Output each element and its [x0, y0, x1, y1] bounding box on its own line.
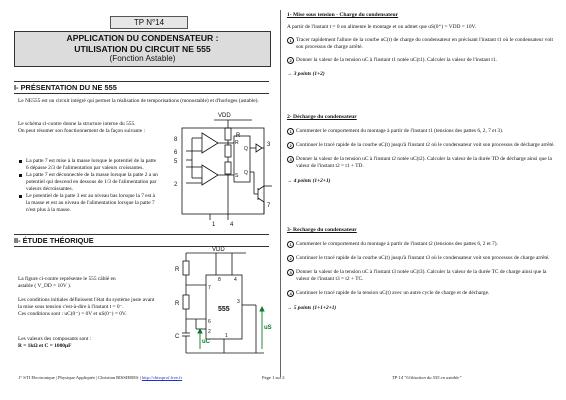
flipflop-qbar: Q [244, 170, 248, 176]
footer-page: Page 1 sur 2 [262, 375, 285, 380]
initial-conditions [18, 297, 158, 318]
chip-label: 555 [218, 306, 230, 313]
question-number: 1 [287, 128, 294, 135]
question-text: Commenter le comportement du montage à partir de l'instant t2 (tensions des pattes 6, 2 et 7). [296, 241, 498, 248]
section-heading-theory: II- ÉTUDE THÉORIQUE [14, 234, 269, 247]
pin-3: 3 [267, 142, 271, 148]
list-item: Le potentiel de la patte 3 est au niveau bas lorsque la 7 est à la masse et est au niveau de l'alimentation lorsque la patte 7 n'est plus à la masse. [18, 193, 158, 214]
title-line-2: UTILISATION DU CIRCUIT NE 555 [74, 44, 211, 54]
pin-2: 2 [174, 182, 178, 188]
vdd-label: VDD [218, 113, 231, 119]
behaviour-list [18, 158, 158, 214]
question-number: 4 [287, 290, 294, 297]
question-text: Donner la valeur de la tension uC à l'instant t2 notée uC(t2). Calculer la valeur de la durée TD de décharge ainsi que la valeur de l'instant t2 = t1 + TD. [296, 155, 552, 169]
part-3-heading: 3- Recharge du condensateur [287, 227, 357, 233]
part-3-points: → 5 points (1+1+2+1) [287, 304, 337, 311]
pin-2: 2 [208, 329, 211, 335]
circuit-description: La figure ci-contre représente le 555 câblé en astable ( V_DD = 10V ). [18, 276, 116, 289]
part-1-intro: A partir de l'instant t = 0 on alimente le montage et on admet que uS(0⁺) = VDD = 10V. [287, 24, 477, 31]
pin-4: 4 [230, 222, 234, 226]
component-values [18, 336, 158, 350]
question-number: 2 [287, 57, 294, 64]
ne555-internal-diagram [168, 108, 276, 226]
question-item [287, 255, 559, 262]
part-3 [287, 227, 559, 312]
question-item [287, 241, 559, 248]
question-number: 1 [287, 241, 294, 248]
question-text: Tracer rapidement l'allure de la courbe uC(t) de charge du condensateur en précisant l'instant t1 où le condensateur voit son processus de charge arrêté. [296, 37, 554, 50]
part-2-points: → 4 points (1+2+1) [287, 177, 331, 184]
pin-1: 1 [225, 333, 228, 339]
flipflop-s: S [235, 173, 239, 179]
us-label: uS [264, 325, 272, 331]
question-item [287, 37, 559, 51]
question-item [287, 269, 559, 283]
question-item [287, 57, 559, 64]
question-text: Donner la valeur de la tension uC à l'instant t1 notée uC(t1). Calculer la valeur de l'instant t1. [296, 56, 497, 63]
part-1-points: → 3 points (1+2) [287, 70, 325, 77]
question-number: 1 [287, 37, 294, 44]
pin-7: 7 [267, 203, 271, 209]
flipflop-r: R [235, 140, 239, 146]
footer-website-link[interactable]: http://cbissprof.free.fr [141, 375, 183, 380]
footer-right: TP 14 "Utilisation du 555 en astable" [392, 375, 462, 380]
question-text: Continuer le tracé rapide de la tension uC(t) avec un autre cycle de charge et de décharge. [296, 289, 490, 296]
question-item [287, 156, 559, 170]
pin-4: 4 [234, 277, 237, 283]
part-2-heading: 2- Décharge du condensateur [287, 114, 357, 120]
conditions-line-1: Les conditions initiales définissent l'état du système juste avant la mise sous tension c'est-à-dire à l'instant t = 0⁻. [18, 297, 155, 310]
tp-number: TP N°14 [110, 16, 188, 29]
column-divider [280, 10, 281, 377]
intro-paragraph: Le NE555 est un circuit intégré qui permet la réalisation de temporisations (monostable) et d'horloges (astable). [18, 98, 259, 104]
footer-left: 1° STI Electronique | Physique Appliquée | Christian BISSIERES | http://cbissprof.free.fr [18, 375, 183, 380]
section-heading-presentation: I- PRÉSENTATION DU NE 555 [14, 81, 269, 94]
title-line-1: APPLICATION DU CONDENSATEUR : [66, 33, 219, 43]
uc-label: uC [202, 339, 210, 345]
question-number: 2 [287, 255, 294, 262]
question-number: 3 [287, 269, 294, 276]
structure-text: Le schéma ci-contre donne la structure interne du 555. [18, 121, 136, 127]
structure-paragraph [18, 121, 156, 135]
pin-6: 6 [208, 319, 211, 325]
question-text: Commenter le comportement du montage à partir de l'instant t1 (tensions des pattes 6, 2, 7 et 3). [296, 128, 504, 135]
pin-6: 6 [174, 150, 178, 156]
pin-8: 8 [218, 277, 221, 283]
question-text: Continuer le tracé rapide de la courbe uC(t) jusqu'à l'instant t3 où le condensateur voit son processus de charge arrêté. [296, 255, 550, 262]
question-item [287, 142, 559, 149]
vdd-label: VDD [212, 247, 225, 253]
astable-circuit-diagram [160, 245, 272, 363]
list-item: La patte 7 est déconnectée de la masse lorsque la patte 2 a un potentiel qui descend en dessous de 1/3 de l'alimentation par valeurs décroissantes. [18, 172, 158, 193]
question-number: 2 [287, 142, 294, 149]
pin-3: 3 [237, 299, 240, 305]
summary-text: On peut résumer son fonctionnement de la façon suivante : [18, 127, 146, 134]
capacitor-label: C [175, 334, 180, 340]
flipflop-q: Q [244, 146, 248, 152]
title-box [14, 31, 271, 67]
question-number: 3 [287, 156, 294, 163]
resistor-2-label: R [175, 301, 180, 307]
part-1 [287, 12, 559, 78]
part-2 [287, 114, 559, 185]
part-1-heading: 1- Mise sous tension - Charge du condensateur [287, 12, 399, 18]
pin-1: 1 [212, 222, 216, 226]
conditions-line-2: Ces conditions sont : uC(0⁻) = 0V et uS(0⁻) = 0V. [18, 310, 127, 317]
subtitle: (Fonction Astable) [109, 54, 176, 63]
footer-author: 1° STI Electronique | Physique Appliquée | Christian BISSIERES [18, 375, 139, 380]
list-item: La patte 7 est mise à la masse lorsque le potentiel de la patte 6 dépasse 2/3 de l'alimentation par valeurs croissantes. [18, 158, 158, 172]
pin-7: 7 [208, 285, 211, 291]
components-values: R = 1kΩ et C = 1000µF [18, 342, 72, 349]
resistor-label: R [236, 133, 241, 139]
pin-5: 5 [174, 159, 178, 165]
components-intro: Les valeurs des composants sont : [18, 336, 92, 342]
question-item [287, 128, 559, 135]
question-item [287, 290, 559, 297]
question-text: Continuer le tracé rapide de la courbe uC(t) jusqu'à l'instant t2 où le condensateur voit son processus de décharge arrêté. [296, 142, 555, 149]
pin-8: 8 [174, 137, 178, 143]
question-text: Donner la valeur de la tension uC à l'instant t3 notée uC(t3). Calculer la valeur de la durée TC de charge ainsi que la valeur de l'instant t3 = t2 + TC. [296, 268, 547, 282]
resistor-1-label: R [175, 267, 180, 273]
